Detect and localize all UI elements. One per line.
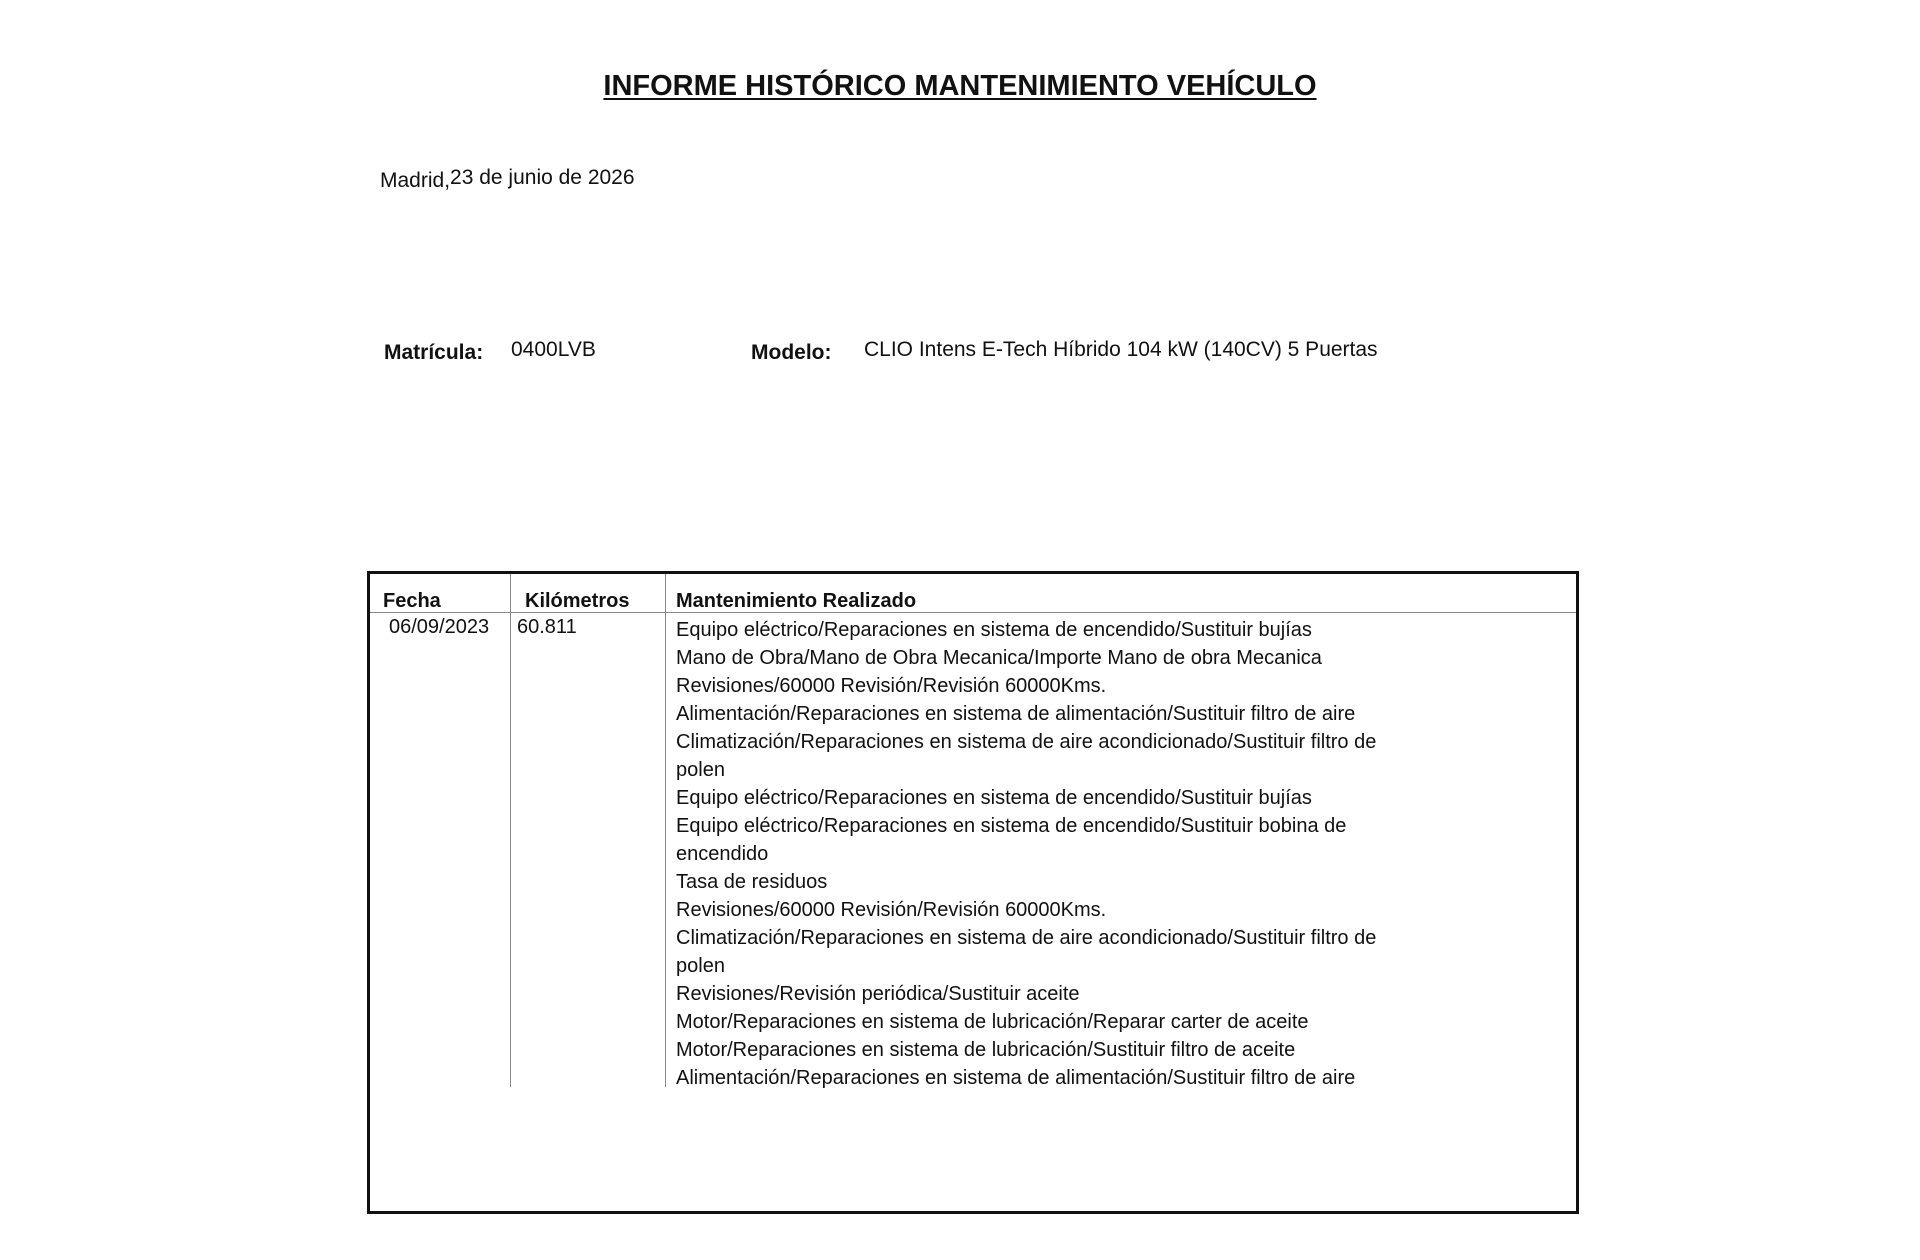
maintenance-item: Revisiones/60000 Revisión/Revisión 60000Kms. xyxy=(676,899,1107,921)
maintenance-item: Revisiones/Revisión periódica/Sustituir aceite xyxy=(676,983,1080,1005)
column-divider-1 xyxy=(510,574,511,1087)
plate-label: Matrícula: xyxy=(384,341,484,364)
place-text: Madrid, xyxy=(380,169,451,192)
maintenance-item: Revisiones/60000 Revisión/Revisión 60000Kms. xyxy=(676,675,1107,697)
maintenance-item: encendido xyxy=(676,843,769,865)
maintenance-item: Alimentación/Reparaciones en sistema de alimentación/Sustituir filtro de aire xyxy=(676,1067,1356,1089)
plate-value: 0400LVB xyxy=(511,338,596,361)
place-date-line xyxy=(380,166,635,190)
row-km: 60.811 xyxy=(517,616,577,638)
maintenance-item: Equipo eléctrico/Reparaciones en sistema de encendido/Sustituir bujías xyxy=(676,619,1312,641)
maintenance-item: Mano de Obra/Mano de Obra Mecanica/Importe Mano de obra Mecanica xyxy=(676,647,1322,669)
maintenance-item: Tasa de residuos xyxy=(676,871,828,893)
maintenance-item: Climatización/Reparaciones en sistema de aire acondicionado/Sustituir filtro de xyxy=(676,731,1377,753)
maintenance-item: Climatización/Reparaciones en sistema de aire acondicionado/Sustituir filtro de xyxy=(676,927,1377,949)
header-kilometros: Kilómetros xyxy=(525,590,630,612)
header-mantenimiento: Mantenimiento Realizado xyxy=(676,590,917,612)
date-text: 23 de junio de 2026 xyxy=(450,166,635,189)
maintenance-item: polen xyxy=(676,955,725,977)
maintenance-items-list xyxy=(676,616,1376,1092)
maintenance-item: Equipo eléctrico/Reparaciones en sistema de encendido/Sustituir bobina de xyxy=(676,815,1347,837)
column-divider-2 xyxy=(665,574,666,1087)
maintenance-item: polen xyxy=(676,759,725,781)
maintenance-item: Alimentación/Reparaciones en sistema de alimentación/Sustituir filtro de aire xyxy=(676,703,1356,725)
row-date: 06/09/2023 xyxy=(389,616,490,638)
model-label: Modelo: xyxy=(751,341,832,364)
header-fecha: Fecha xyxy=(383,590,441,612)
maintenance-item: Motor/Reparaciones en sistema de lubricación/Reparar carter de aceite xyxy=(676,1011,1309,1033)
maintenance-item: Motor/Reparaciones en sistema de lubricación/Sustituir filtro de aceite xyxy=(676,1039,1296,1061)
report-title: INFORME HISTÓRICO MANTENIMIENTO VEHÍCULO xyxy=(603,70,1317,102)
model-value: CLIO Intens E-Tech Híbrido 104 kW (140CV) 5 Puertas xyxy=(864,338,1378,361)
maintenance-table xyxy=(367,571,1579,1214)
maintenance-item: Equipo eléctrico/Reparaciones en sistema de encendido/Sustituir bujías xyxy=(676,787,1312,809)
